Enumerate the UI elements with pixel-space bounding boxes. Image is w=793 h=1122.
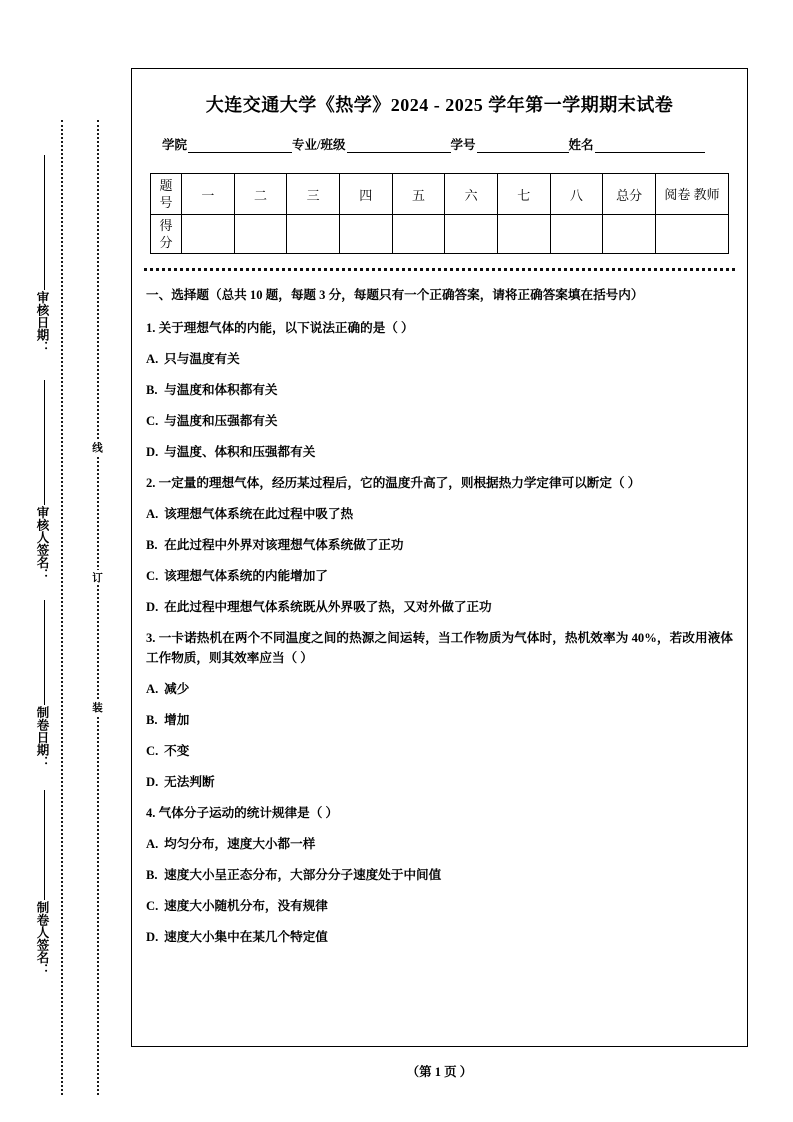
option-text: 均匀分布，速度大小都一样 — [164, 837, 316, 851]
field-student-id[interactable] — [451, 135, 569, 153]
question-4-option-d[interactable] — [146, 927, 733, 947]
question-2-option-c[interactable] — [146, 566, 733, 586]
field-major-class-blank[interactable] — [347, 139, 451, 153]
field-name-label: 姓名 — [568, 138, 594, 152]
option-text: 速度大小集中在某几个特定值 — [164, 930, 328, 944]
option-key: C. — [146, 899, 159, 913]
option-key: B. — [146, 383, 158, 397]
margin-rule-segment-2 — [44, 380, 45, 505]
column-header-7: 七 — [497, 174, 550, 215]
margin-label-reviewer-signature: 审核人签名： — [35, 506, 49, 581]
option-key: A. — [146, 507, 159, 521]
question-text-4: 气体分子运动的统计规律是（ ） — [158, 806, 339, 820]
option-key: D. — [146, 600, 159, 614]
margin-rule-segment-1 — [44, 155, 45, 290]
option-key: D. — [146, 775, 159, 789]
option-text: 只与温度有关 — [164, 352, 240, 366]
option-key: B. — [146, 868, 158, 882]
left-margin-annotations — [0, 0, 130, 1122]
margin-label-review-date: 审核日期： — [35, 291, 49, 354]
option-text: 该理想气体系统的内能增加了 — [164, 569, 328, 583]
score-table-container — [150, 173, 729, 254]
score-cell-8[interactable] — [550, 215, 603, 254]
column-header-grader: 阅卷 教师 — [656, 174, 729, 215]
question-number-1: 1. — [146, 321, 156, 335]
option-text: 无法判断 — [164, 775, 215, 789]
option-text: 该理想气体系统在此过程中吸了热 — [164, 507, 354, 521]
field-college[interactable] — [162, 135, 292, 153]
field-student-id-label: 学号 — [450, 138, 476, 152]
question-number-2: 2. — [146, 476, 156, 490]
score-cell-5[interactable] — [392, 215, 445, 254]
field-student-id-blank[interactable] — [477, 139, 569, 153]
option-key: C. — [146, 744, 159, 758]
question-stem-2 — [146, 473, 733, 493]
question-2-option-a[interactable] — [146, 504, 733, 524]
option-key: A. — [146, 352, 159, 366]
field-major-class-label: 专业/班级 — [292, 138, 346, 152]
row-header-question: 题 号 — [151, 174, 182, 215]
fold-mark-line: 线 — [91, 442, 103, 453]
margin-rule-segment-4 — [44, 790, 45, 900]
field-name-blank[interactable] — [595, 139, 705, 153]
field-name[interactable] — [569, 135, 705, 153]
score-cell-grader[interactable] — [656, 215, 729, 254]
section-heading: 一、选择题（总共 10 题，每题 3 分，每题只有一个正确答案，请将正确答案填在括号内） — [146, 288, 644, 302]
fold-mark-staple: 订 — [91, 572, 103, 583]
column-header-2: 二 — [234, 174, 287, 215]
option-text: 在此过程中理想气体系统既从外界吸了热，又对外做了正功 — [164, 600, 492, 614]
question-3-option-b[interactable] — [146, 710, 733, 730]
score-cell-2[interactable] — [234, 215, 287, 254]
question-1-option-b[interactable] — [146, 380, 733, 400]
score-cell-3[interactable] — [287, 215, 340, 254]
question-3-option-c[interactable] — [146, 741, 733, 761]
page-number-footer: （第 1 页 ） — [406, 1065, 473, 1079]
score-cell-4[interactable] — [339, 215, 392, 254]
option-text: 与温度、体积和压强都有关 — [164, 445, 316, 459]
question-stem-3 — [146, 628, 733, 668]
option-text: 减少 — [164, 682, 190, 696]
question-2-option-d[interactable] — [146, 597, 733, 617]
option-text: 不变 — [164, 744, 190, 758]
question-4-option-c[interactable] — [146, 896, 733, 916]
option-text: 增加 — [164, 713, 190, 727]
option-text: 在此过程中外界对该理想气体系统做了正功 — [164, 538, 404, 552]
option-key: A. — [146, 682, 159, 696]
student-info-row — [162, 135, 735, 153]
fold-mark-bind: 装 — [91, 702, 103, 713]
dotted-separator — [144, 268, 735, 271]
question-1-option-c[interactable] — [146, 411, 733, 431]
column-header-8: 八 — [550, 174, 603, 215]
margin-label-maker-date: 制卷日期： — [35, 706, 49, 769]
score-cell-7[interactable] — [497, 215, 550, 254]
option-text: 速度大小呈正态分布，大部分分子速度处于中间值 — [164, 868, 442, 882]
option-key: A. — [146, 837, 159, 851]
table-row-question-numbers — [151, 174, 729, 215]
margin-dotted-line-outer — [61, 120, 63, 1095]
score-cell-1[interactable] — [182, 215, 235, 254]
field-college-label: 学院 — [162, 138, 188, 152]
column-header-total: 总分 — [603, 174, 656, 215]
field-college-blank[interactable] — [188, 139, 292, 153]
question-text-1: 关于理想气体的内能，以下说法正确的是（ ） — [158, 321, 414, 335]
question-1-option-a[interactable] — [146, 349, 733, 369]
field-major-class[interactable] — [292, 135, 450, 153]
option-key: C. — [146, 414, 159, 428]
option-key: B. — [146, 713, 158, 727]
option-text: 速度大小随机分布，没有规律 — [164, 899, 328, 913]
option-key: B. — [146, 538, 158, 552]
column-header-1: 一 — [182, 174, 235, 215]
question-3-option-d[interactable] — [146, 772, 733, 792]
score-cell-6[interactable] — [445, 215, 498, 254]
question-stem-4 — [146, 803, 733, 823]
score-table — [150, 173, 729, 254]
option-key: D. — [146, 930, 159, 944]
questions-body — [146, 285, 733, 947]
option-key: D. — [146, 445, 159, 459]
question-text-3: 一卡诺热机在两个不同温度之间的热源之间运转，当工作物质为气体时，热机效率为 40%，若改用液体工作物质，则其效率应当（ ） — [146, 631, 733, 665]
question-stem-1 — [146, 318, 733, 338]
column-header-5: 五 — [392, 174, 445, 215]
margin-label-maker-signature: 制卷人签名： — [35, 901, 49, 976]
score-cell-total[interactable] — [603, 215, 656, 254]
option-text: 与温度和体积都有关 — [164, 383, 278, 397]
page-title: 大连交通大学《热学》2024 - 2025 学年第一学期期末试卷 — [205, 95, 674, 115]
margin-dotted-line-inner — [97, 120, 99, 1095]
table-row-scores — [151, 215, 729, 254]
option-text: 与温度和压强都有关 — [164, 414, 278, 428]
row-header-score: 得 分 — [151, 215, 182, 254]
column-header-4: 四 — [339, 174, 392, 215]
margin-rule-segment-3 — [44, 600, 45, 705]
option-key: C. — [146, 569, 159, 583]
question-4-option-b[interactable] — [146, 865, 733, 885]
question-2-option-b[interactable] — [146, 535, 733, 555]
exam-paper-frame — [131, 68, 748, 1047]
column-header-6: 六 — [445, 174, 498, 215]
question-3-option-a[interactable] — [146, 679, 733, 699]
column-header-3: 三 — [287, 174, 340, 215]
question-1-option-d[interactable] — [146, 442, 733, 462]
question-number-4: 4. — [146, 806, 156, 820]
question-text-2: 一定量的理想气体，经历某过程后，它的温度升高了，则根据热力学定律可以断定（ ） — [158, 476, 641, 490]
question-number-3: 3. — [146, 631, 156, 645]
question-4-option-a[interactable] — [146, 834, 733, 854]
